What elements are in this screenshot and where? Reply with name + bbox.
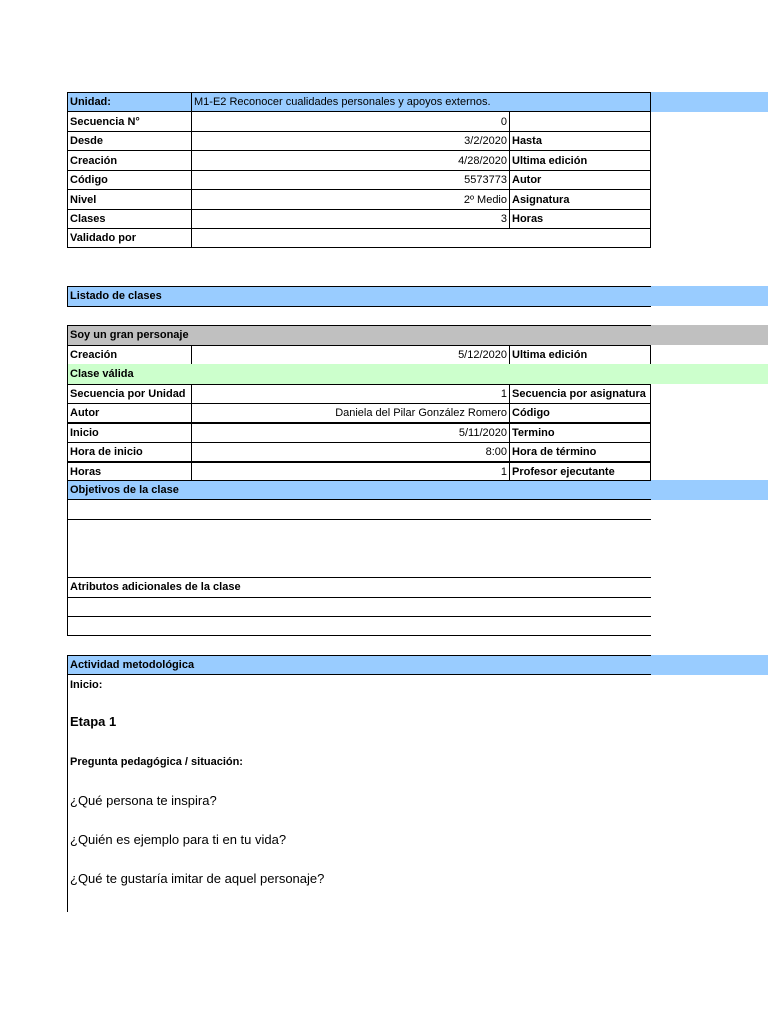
- unit-row-label: Creación: [70, 155, 118, 167]
- clase-valida-label: Clase válida: [70, 368, 134, 380]
- unit-row-label2: Autor: [512, 174, 542, 186]
- listado-title: Listado de clases: [70, 290, 162, 302]
- unit-row-value: 4/28/2020: [458, 155, 507, 167]
- actividad-pregunta-label: Pregunta pedagógica / situación:: [70, 756, 243, 768]
- unit-row-label: Clases: [70, 213, 106, 225]
- class-row-label2: Hora de término: [512, 446, 597, 458]
- class-row-label2: Código: [512, 407, 550, 419]
- class-row-value: Daniela del Pilar González Romero: [335, 407, 507, 419]
- unidad-value: M1-E2 Reconocer cualidades personales y apoyos externos.: [194, 96, 491, 108]
- unit-row-value: 3: [500, 213, 507, 225]
- class-row-value: 1: [500, 388, 507, 400]
- unit-row-label: Validado por: [70, 232, 137, 244]
- unit-row-label2: Asignatura: [512, 194, 570, 206]
- unit-row-value: 2º Medio: [463, 194, 507, 206]
- unit-row-divider: [509, 112, 510, 131]
- actividad-question-1: ¿Qué persona te inspira?: [70, 793, 217, 808]
- class-creacion-label: Creación: [70, 349, 118, 361]
- objetivos-line1: [67, 519, 651, 520]
- actividad-question-2: ¿Quién es ejemplo para ti en tu vida?: [70, 832, 287, 847]
- class-row-label2: Termino: [512, 427, 555, 439]
- unit-row-value: 0: [500, 116, 507, 128]
- class-title: Soy un gran personaje: [70, 329, 189, 341]
- atributos-label: Atributos adicionales de la clase: [70, 581, 241, 593]
- unit-row-label2: Hasta: [512, 135, 542, 147]
- class-row-label: Inicio: [70, 427, 99, 439]
- class-row-label: Horas: [70, 466, 102, 478]
- class-row-value: 5/11/2020: [458, 427, 507, 439]
- actividad-inicio-label: Inicio:: [70, 679, 103, 691]
- actividad-question-3: ¿Qué te gustaría imitar de aquel personaje?: [70, 871, 325, 886]
- unit-row-label: Desde: [70, 135, 104, 147]
- unit-row-value: 3/2/2020: [464, 135, 507, 147]
- class-row-label2: Secuencia por asignatura: [512, 388, 646, 400]
- atributos-line1: [67, 597, 651, 598]
- atributos-line3: [67, 635, 651, 636]
- unit-row-value: 5573773: [464, 174, 507, 186]
- objetivos-label: Objetivos de la clase: [70, 484, 179, 496]
- unit-row-label: Secuencia N°: [70, 116, 140, 128]
- class-creacion-value: 5/12/2020: [458, 349, 507, 361]
- unit-row-label2: Ultima edición: [512, 155, 588, 167]
- class-row-label2: Profesor ejecutante: [512, 466, 615, 478]
- atributos-line2: [67, 616, 651, 617]
- actividad-title: Actividad metodológica: [70, 659, 195, 671]
- unit-row-label: Código: [70, 174, 108, 186]
- class-row-value: 8:00: [485, 446, 507, 458]
- unidad-label: Unidad:: [70, 96, 111, 108]
- actividad-etapa: Etapa 1: [70, 714, 117, 729]
- class-row-label: Autor: [70, 407, 100, 419]
- class-row-label: Secuencia por Unidad: [70, 388, 186, 400]
- unit-row-label: Nivel: [70, 194, 97, 206]
- class-ultima-label: Ultima edición: [512, 349, 588, 361]
- class-row-label: Hora de inicio: [70, 446, 143, 458]
- unit-row-label2: Horas: [512, 213, 544, 225]
- class-row-value: 1: [500, 466, 507, 478]
